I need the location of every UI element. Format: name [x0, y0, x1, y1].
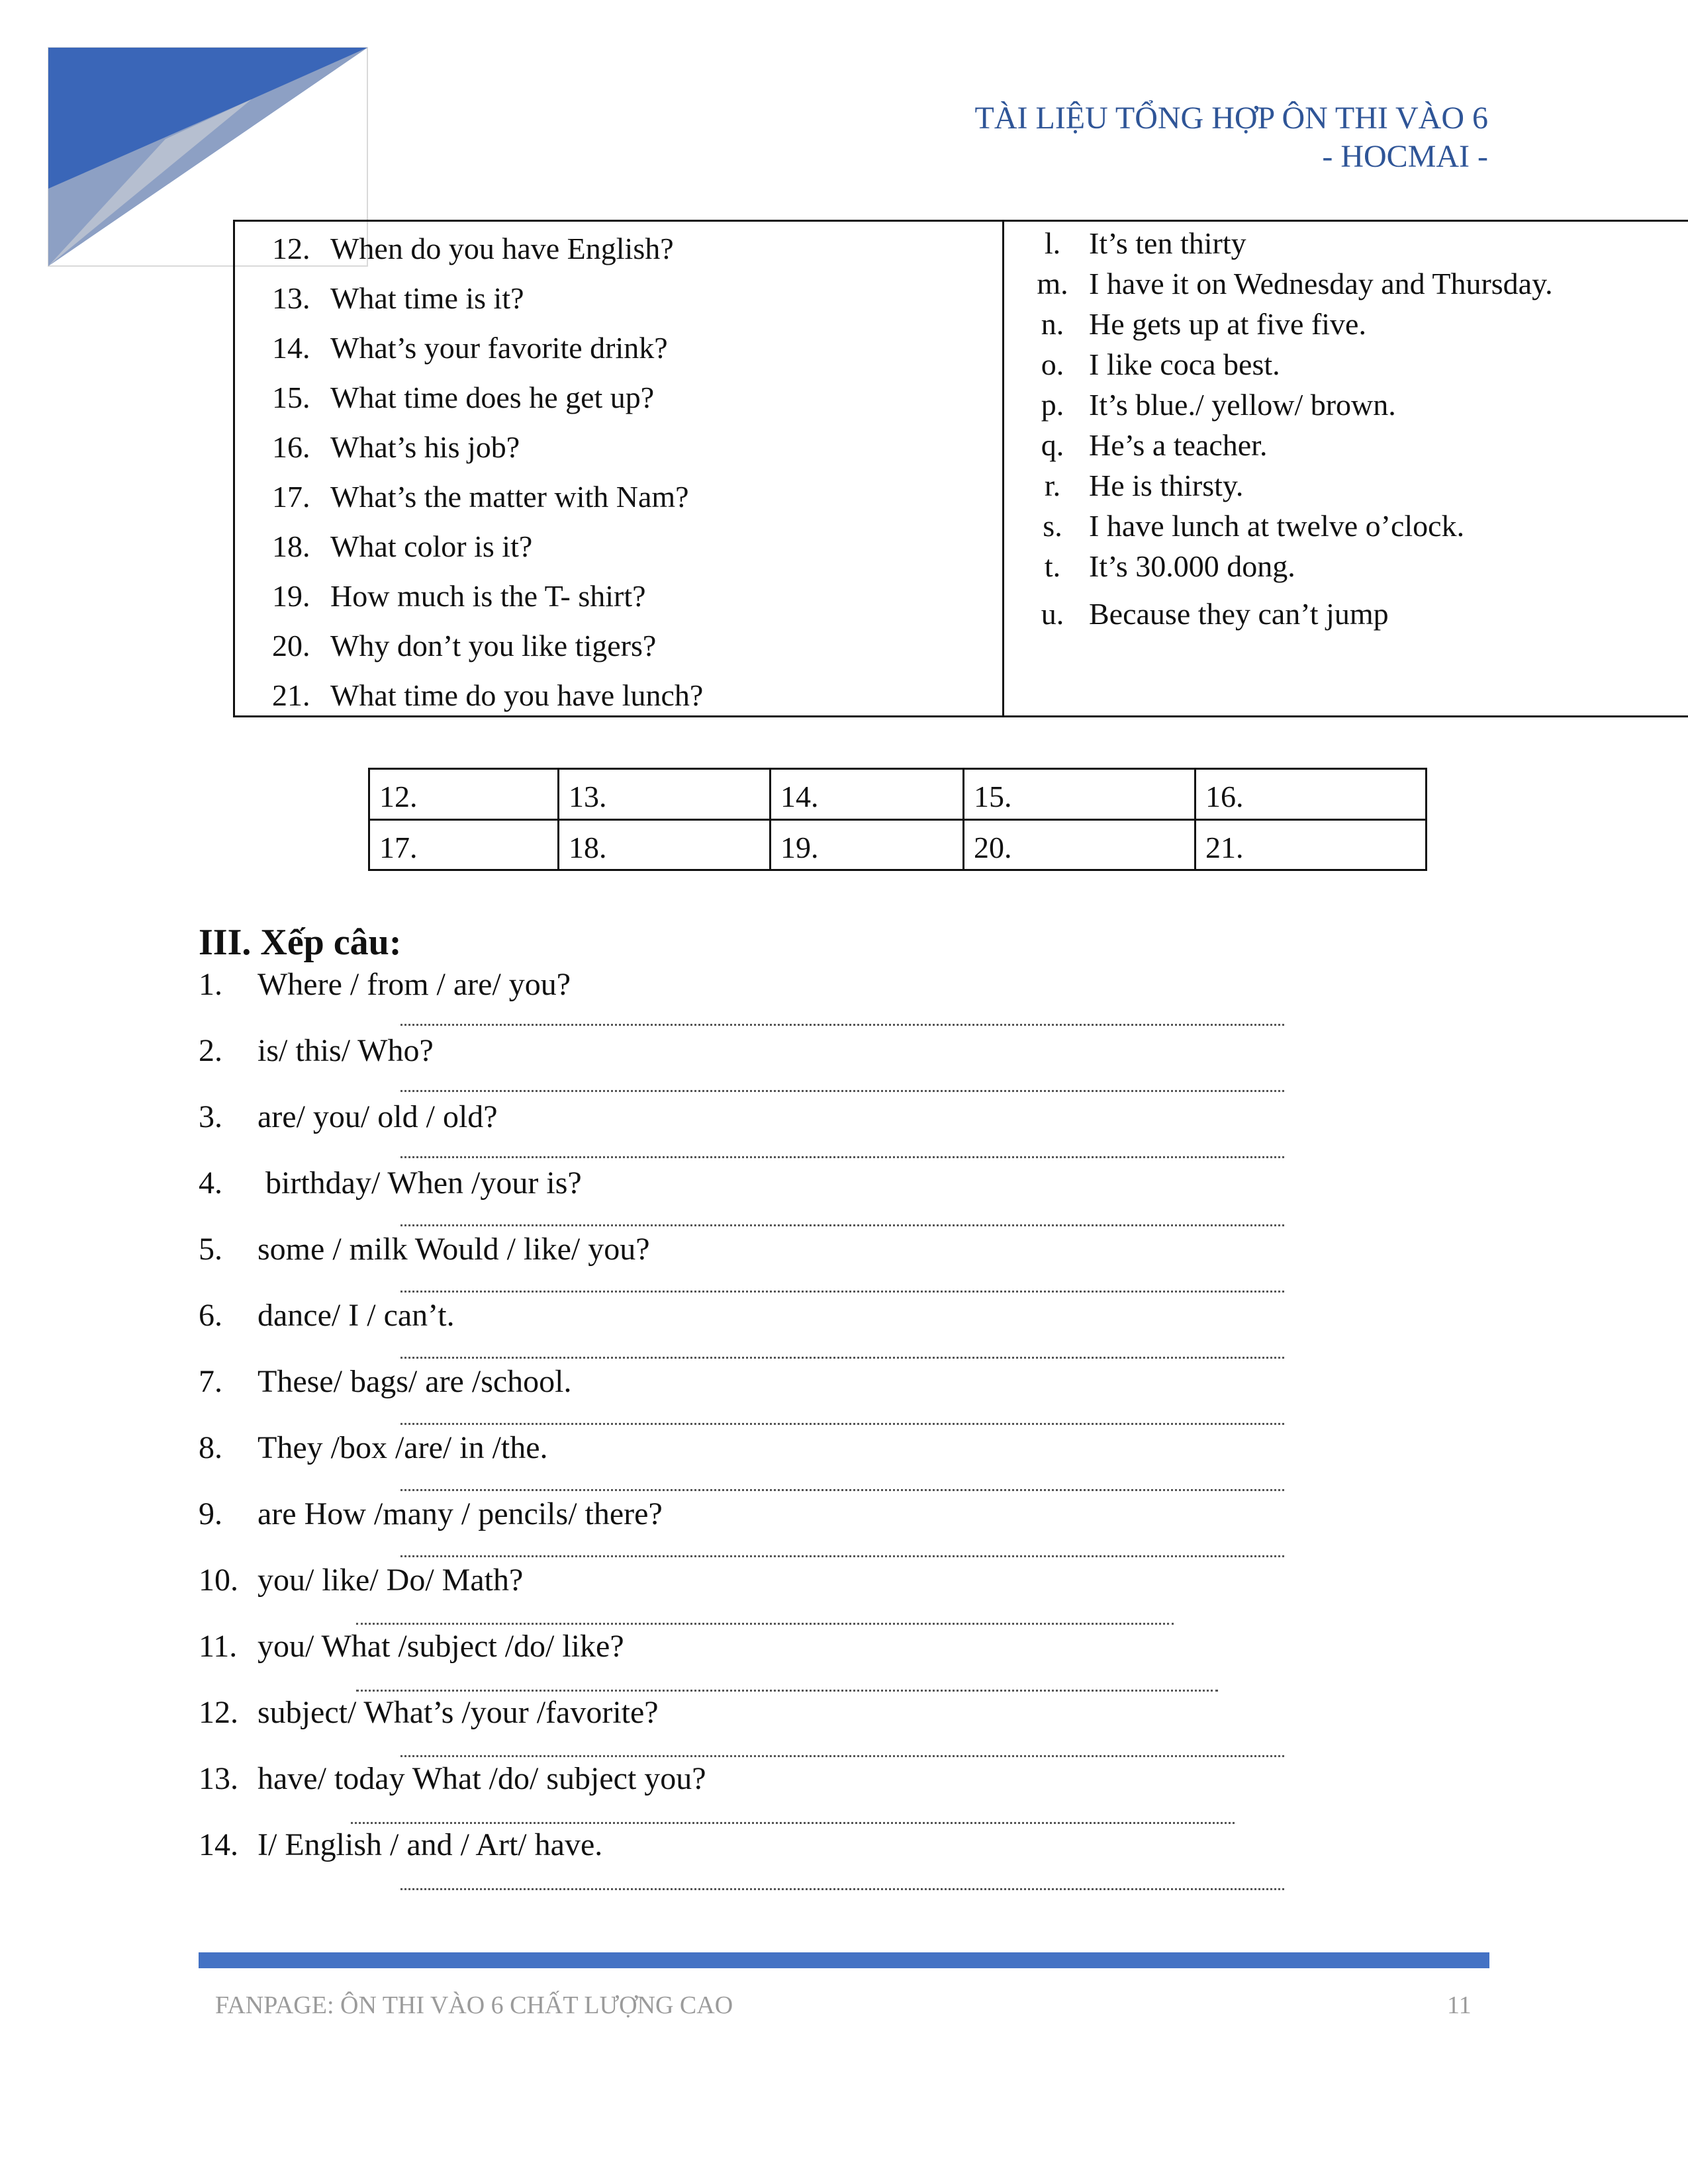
- question-item: 13. What time is it?: [272, 281, 524, 315]
- exercise-item: 13. have/ today What /do/ subject you?: [199, 1761, 706, 1796]
- header-title: [975, 99, 1489, 176]
- question-item: 12. When do you have English?: [272, 232, 674, 265]
- answer-cell[interactable]: 21.: [1196, 819, 1427, 870]
- exercise-item: 3. are/ you/ old / old?: [199, 1099, 498, 1134]
- answer-cell[interactable]: 19.: [771, 819, 964, 870]
- question-item: 14. What’s your favorite drink?: [272, 331, 668, 365]
- question-item: 17. What’s the matter with Nam?: [272, 480, 689, 514]
- answer-item: s. I have lunch at twelve o’clock.: [1043, 509, 1465, 543]
- answer-line[interactable]: [400, 1423, 1284, 1425]
- answer-cell[interactable]: 13.: [559, 769, 771, 820]
- answer-cell[interactable]: 18.: [559, 819, 771, 870]
- answer-cell[interactable]: 15.: [964, 769, 1196, 820]
- answer-cell[interactable]: 20.: [964, 819, 1196, 870]
- exercise-item: 2. is/ this/ Who?: [199, 1033, 434, 1068]
- answer-line[interactable]: [400, 1888, 1284, 1890]
- answer-item: p. It’s blue./ yellow/ brown.: [1041, 388, 1396, 422]
- question-item: 19. How much is the T- shirt?: [272, 579, 646, 613]
- footer-text: FANPAGE: ÔN THI VÀO 6 CHẤT LƯỢNG CAO: [215, 1991, 733, 2019]
- exercise-item: 8. They /box /are/ in /the.: [199, 1430, 548, 1465]
- answer-line[interactable]: [400, 1224, 1284, 1226]
- answer-line[interactable]: [400, 1090, 1284, 1092]
- answer-item: n. He gets up at five five.: [1041, 307, 1366, 341]
- answer-line[interactable]: [400, 1024, 1284, 1026]
- question-item: 16. What’s his job?: [272, 430, 520, 464]
- exercise-item: 5. some / milk Would / like/ you?: [199, 1232, 650, 1267]
- answer-item: l. It’s ten thirty: [1044, 226, 1246, 260]
- answer-item: q. He’s a teacher.: [1041, 428, 1268, 462]
- answer-line[interactable]: [400, 1357, 1284, 1359]
- exercise-item: 10. you/ like/ Do/ Math?: [199, 1563, 524, 1598]
- answer-grid-row: [369, 819, 1427, 870]
- answer-cell[interactable]: 14.: [771, 769, 964, 820]
- answer-line[interactable]: [400, 1755, 1284, 1757]
- exercise-item: 1. Where / from / are/ you?: [199, 967, 571, 1002]
- answer-item: r. He is thirsty.: [1044, 469, 1244, 502]
- header-title-line1: TÀI LIỆU TỔNG HỢP ÔN THI VÀO 6: [974, 101, 1488, 136]
- answer-line[interactable]: [356, 1690, 1218, 1692]
- page-number: 11: [1447, 1991, 1472, 2019]
- exercise-item: 14. I/ English / and / Art/ have.: [199, 1827, 603, 1862]
- answer-line[interactable]: [356, 1623, 1174, 1625]
- footer-bar: [199, 1952, 1489, 1968]
- header-title-line2: - HOCMAI -: [1322, 139, 1488, 174]
- question-item: 18. What color is it?: [272, 529, 533, 563]
- answer-line[interactable]: [400, 1489, 1284, 1491]
- answer-grid: [368, 768, 1427, 871]
- section-title: III. Xếp câu:: [199, 922, 402, 963]
- answer-line[interactable]: [400, 1156, 1284, 1158]
- answer-cell[interactable]: 12.: [369, 769, 559, 820]
- answer-line[interactable]: [351, 1822, 1235, 1824]
- question-item: 20. Why don’t you like tigers?: [272, 629, 657, 662]
- exercise-item: 4. birthday/ When /your is?: [199, 1165, 582, 1201]
- exercise-item: 6. dance/ I / can’t.: [199, 1298, 455, 1333]
- question-item: 15. What time does he get up?: [272, 381, 655, 414]
- exercise-item: 12. subject/ What’s /your /favorite?: [199, 1695, 659, 1730]
- matching-table: [233, 220, 1688, 717]
- answer-item: o. I like coca best.: [1041, 347, 1280, 381]
- exercise-item: 9. are How /many / pencils/ there?: [199, 1496, 663, 1531]
- answer-line[interactable]: [400, 1555, 1284, 1557]
- answer-grid-row: [369, 769, 1427, 820]
- answer-item: u. Because they can’t jump: [1041, 597, 1389, 631]
- answer-cell[interactable]: 16.: [1196, 769, 1427, 820]
- table-divider: [1002, 222, 1004, 715]
- exercise-item: 11. you/ What /subject /do/ like?: [199, 1629, 624, 1664]
- exercise-item: 7. These/ bags/ are /school.: [199, 1364, 572, 1399]
- answer-line[interactable]: [400, 1291, 1284, 1293]
- answer-cell[interactable]: 17.: [369, 819, 559, 870]
- answer-item: t. It’s 30.000 dong.: [1044, 549, 1295, 583]
- answer-item: m. I have it on Wednesday and Thursday.: [1037, 267, 1553, 300]
- question-item: 21. What time do you have lunch?: [272, 678, 704, 712]
